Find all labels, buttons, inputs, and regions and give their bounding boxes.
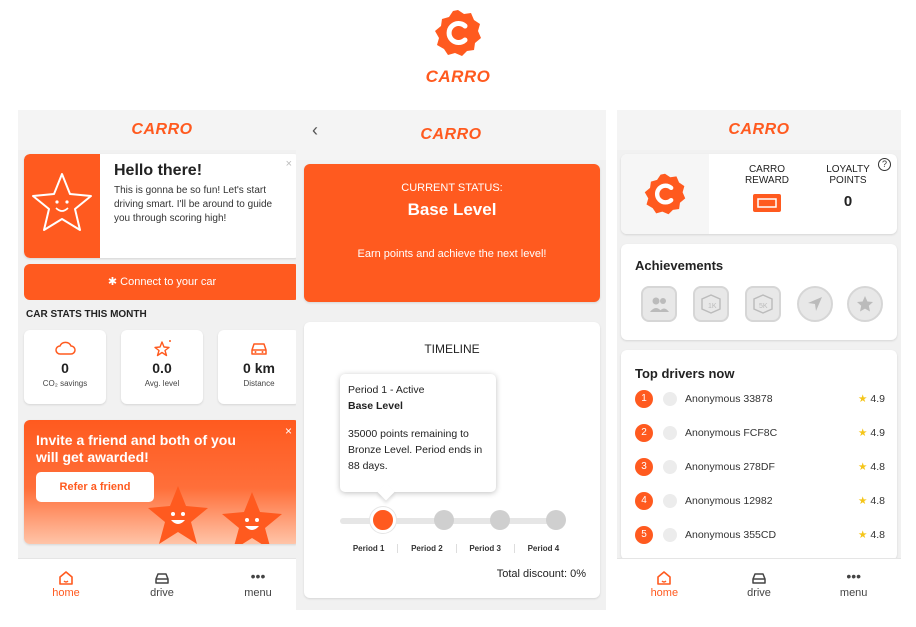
avatar [663, 494, 677, 508]
driver-rank: 1 [635, 390, 653, 408]
driver-name: Anonymous 278DF [685, 461, 775, 473]
status-hint: Earn points and achieve the next level! [357, 248, 547, 260]
nav-drive-label: drive [150, 587, 174, 599]
nav-menu[interactable] [210, 559, 306, 610]
5k-cube-icon[interactable] [745, 286, 781, 322]
driver-rating-value: 4.8 [870, 461, 885, 473]
brand-logo [418, 8, 498, 87]
star-icon: ★ [857, 529, 868, 541]
stat-avg-level-value: 0.0 [152, 360, 172, 376]
driver-rating [858, 393, 885, 405]
top-drivers-title: Top drivers now [635, 366, 735, 381]
stat-avg-level-label: Avg. level [144, 379, 180, 388]
status-label: CURRENT STATUS: [401, 182, 503, 194]
people-icon[interactable] [641, 286, 677, 322]
star-icon[interactable] [847, 286, 883, 322]
driver-rank: 2 [635, 424, 653, 442]
home-screen [18, 110, 306, 610]
welcome-card [24, 154, 300, 258]
driver-row[interactable] [635, 424, 885, 444]
carro-badge [621, 154, 709, 234]
driver-rank: 3 [635, 458, 653, 476]
nav-menu-label: menu [244, 587, 272, 599]
driver-rating [858, 495, 885, 507]
driver-rank: 4 [635, 492, 653, 510]
star-mascot-icon [24, 154, 100, 258]
header-logo: CARRO [728, 121, 790, 138]
driver-name: Anonymous 33878 [685, 393, 773, 405]
app-header [617, 110, 901, 150]
welcome-title: Hello there! [114, 162, 203, 179]
invite-card [24, 420, 300, 544]
back-icon[interactable]: ‹ [312, 120, 318, 140]
loyalty-points [813, 164, 883, 210]
stat-co2 [24, 330, 106, 404]
nav-home-label: home [650, 587, 679, 599]
car-icon [750, 569, 768, 587]
close-icon[interactable]: × [284, 424, 292, 438]
rewards-screen [617, 110, 901, 610]
driver-row[interactable] [635, 458, 885, 478]
period-4-dot[interactable] [546, 510, 566, 530]
carro-reward-label: CARRO REWARD [744, 164, 790, 186]
driver-row[interactable] [635, 492, 885, 512]
period-labels [340, 544, 572, 553]
welcome-body: This is gonna be so fun! Let's start driving smart. I'll be around to guide you through scoring high! [114, 185, 273, 224]
refer-friend-button[interactable]: Refer a friend [36, 472, 154, 502]
stat-distance-label: Distance [243, 379, 275, 388]
driver-rating [858, 427, 885, 439]
achievements-title: Achievements [635, 258, 724, 273]
driver-rating-value: 4.8 [870, 529, 885, 541]
nav-drive[interactable] [114, 559, 210, 610]
tooltip-description: 35000 points remaining to Bronze Level. Period ends in 88 days. [348, 428, 483, 472]
status-screen [296, 110, 606, 610]
star-icon: ★ [857, 393, 868, 405]
avatar [663, 528, 677, 542]
svg-text:1K: 1K [708, 303, 717, 310]
nav-menu[interactable] [806, 559, 901, 610]
driver-name: Anonymous 355CD [685, 529, 777, 541]
car-icon [248, 338, 270, 358]
tooltip-arrow [378, 484, 395, 501]
connect-car-label: Connect to your car [120, 276, 217, 288]
driver-name: Anonymous 12982 [685, 495, 773, 507]
home-icon [655, 569, 673, 587]
app-header [18, 110, 306, 150]
driver-row[interactable] [635, 390, 885, 410]
close-icon[interactable]: × [285, 158, 292, 170]
nav-menu-label: menu [839, 587, 868, 599]
driver-name: Anonymous FCF8C [685, 427, 778, 439]
period-tooltip [340, 374, 496, 492]
ticket-icon [752, 192, 782, 214]
navigation-arrow-icon[interactable] [797, 286, 833, 322]
avatar [663, 392, 677, 406]
driver-rating [858, 529, 885, 541]
nav-home[interactable] [617, 559, 712, 610]
star-icon: ★ [857, 495, 868, 507]
bottom-nav [617, 558, 901, 610]
period-1-dot[interactable] [370, 507, 396, 533]
stat-co2-label: CO₂ savings [42, 379, 88, 388]
achievements-card [621, 244, 897, 340]
bluetooth-icon: ✱ [107, 276, 118, 288]
driver-row[interactable] [635, 526, 885, 546]
tooltip-period: Period 1 - Active [348, 384, 425, 396]
carro-badge-icon [643, 172, 687, 216]
header-logo: CARRO [420, 126, 482, 143]
period-2-label[interactable]: Period 2 [398, 544, 456, 553]
current-status-card [304, 164, 600, 302]
status-level: Base Level [407, 200, 497, 219]
driver-rating-value: 4.8 [870, 495, 885, 507]
bottom-nav [18, 558, 306, 610]
app-header [296, 110, 606, 160]
car-icon [153, 569, 171, 587]
loyalty-points-value: 0 [843, 193, 853, 210]
period-2-dot[interactable] [434, 510, 454, 530]
stat-distance-value: 0 km [243, 360, 275, 376]
nav-home-label: home [52, 587, 80, 599]
carro-badge-icon [433, 8, 483, 58]
nav-drive[interactable] [712, 559, 807, 610]
period-3-dot[interactable] [490, 510, 510, 530]
top-drivers-card [621, 350, 897, 560]
stat-distance [218, 330, 300, 404]
timeline-title: TIMELINE [424, 342, 480, 356]
connect-car-button[interactable] [24, 264, 300, 300]
stat-co2-value: 0 [61, 360, 69, 376]
avatar [663, 426, 677, 440]
more-icon: ••• [250, 568, 266, 584]
brand-wordmark: CARRO [425, 67, 491, 86]
period-4-label[interactable]: Period 4 [527, 544, 560, 553]
driver-rank: 5 [635, 526, 653, 544]
nav-home[interactable] [18, 559, 114, 610]
help-icon[interactable]: ? [878, 158, 891, 171]
period-1-label[interactable]: Period 1 [340, 544, 398, 553]
period-3-label[interactable]: Period 3 [457, 544, 515, 553]
header-logo: CARRO [131, 121, 193, 138]
1k-cube-icon[interactable] [693, 286, 729, 322]
star-mascot [24, 154, 100, 258]
driver-rating [858, 461, 885, 473]
home-icon [57, 569, 75, 587]
avatar [663, 460, 677, 474]
carro-reward[interactable] [731, 164, 803, 217]
sparkle-star-icon [151, 338, 173, 358]
co2-cloud-icon [54, 338, 76, 358]
star-icon: ★ [857, 427, 868, 439]
loyalty-points-label: LOYALTY POINTS [826, 164, 870, 186]
stat-avg-level [121, 330, 203, 404]
more-icon: ••• [846, 568, 862, 584]
driver-rating-value: 4.9 [870, 427, 885, 439]
stats-title: CAR STATS THIS MONTH [26, 309, 147, 320]
tooltip-level: Base Level [348, 400, 403, 412]
star-mascots-icon [142, 482, 300, 544]
driver-rating-value: 4.9 [870, 393, 885, 405]
reward-card [621, 154, 897, 234]
timeline-card [304, 322, 600, 598]
total-discount: Total discount: 0% [496, 568, 586, 580]
nav-drive-label: drive [747, 587, 771, 599]
svg-text:5K: 5K [759, 303, 768, 310]
invite-title: Invite a friend and both of you will get awarded! [36, 432, 236, 465]
star-icon: ★ [857, 461, 868, 473]
